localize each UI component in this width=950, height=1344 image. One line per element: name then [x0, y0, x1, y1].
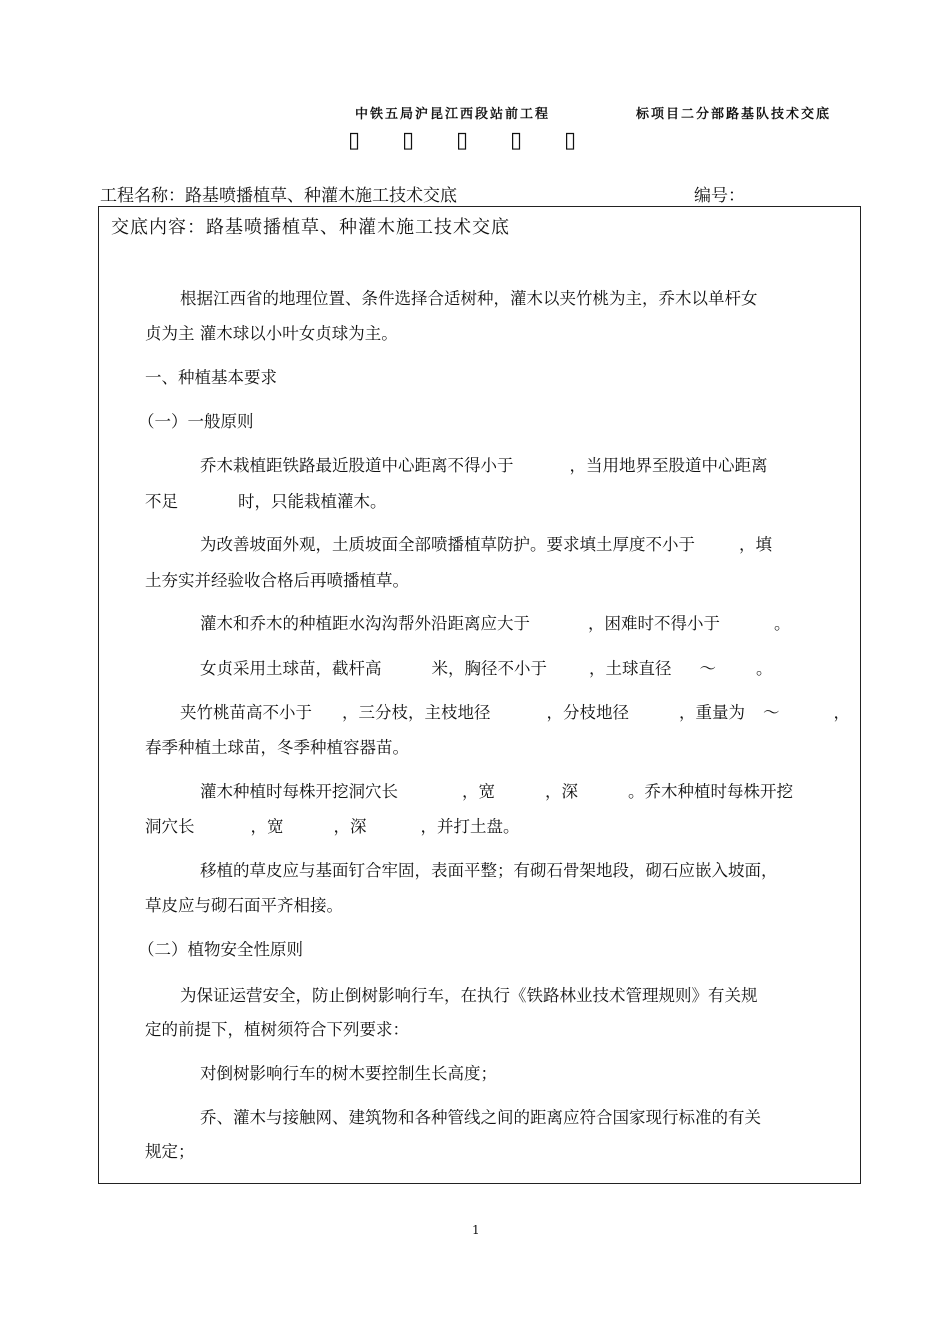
paragraph-line — [145, 488, 387, 512]
text-run: ，深 — [545, 782, 578, 801]
title-placeholder-glyphs — [348, 128, 618, 153]
paragraph-line — [145, 813, 520, 837]
text-run: 灌木种植时每株开挖洞穴长 — [200, 782, 398, 801]
paragraph-line: 移植的草皮应与基面钉合牢固，表面平整；有砌石骨架地段，砌石应嵌入坡面， — [200, 861, 778, 880]
page-number: 1 — [472, 1223, 480, 1237]
paragraph-line: 定的前提下，植树须符合下列要求： — [145, 1020, 409, 1039]
document-number-label: 编号： — [694, 186, 745, 206]
text-run: 。乔木种植时每株开挖 — [628, 782, 793, 801]
text-run: 夹竹桃苗高不小于 — [180, 703, 312, 722]
text-run: ，填 — [739, 535, 772, 554]
text-run: 时，只能栽植灌木。 — [238, 492, 387, 511]
section-heading: 一、种植基本要求 — [145, 368, 277, 387]
text-run: 女贞采用土球苗，截杆高 — [200, 659, 382, 678]
text-run: 乔木栽植距铁路最近股道中心距离不得小于 — [200, 456, 514, 475]
glyph-box: ▯ — [402, 128, 415, 153]
paragraph-line — [200, 531, 772, 555]
text-run: ，并打土盘。 — [420, 817, 520, 836]
paragraph-line — [200, 655, 773, 679]
paragraph-line: 贞为主 灌木球以小叶女贞球为主。 — [145, 324, 398, 343]
text-run: 。 — [756, 659, 773, 678]
header-left: 中铁五局沪昆江西段站前工程 — [355, 107, 551, 122]
paragraph-line: 为保证运营安全，防止倒树影响行车，在执行《铁路林业技术管理规则》有关规 — [180, 986, 758, 1005]
glyph-box: ▯ — [348, 128, 361, 153]
glyph-box: ▯ — [564, 128, 577, 153]
paragraph-line: 乔、灌木与接触网、建筑物和各种管线之间的距离应符合国家现行标准的有关 — [200, 1108, 761, 1127]
text-run: ，土球直径 — [589, 659, 672, 678]
text-run: ，当用地界至股道中心距离 — [569, 456, 768, 475]
text-run: ，宽 — [462, 782, 495, 801]
paragraph-line — [200, 452, 768, 476]
subsection-heading: （一）一般原则 — [138, 412, 254, 431]
text-run: ，三分枝，主枝地径 — [342, 703, 491, 722]
paragraph-line — [200, 778, 793, 802]
subsection-heading: （二）植物安全性原则 — [138, 940, 303, 959]
paragraph-line: 对倒树影响行车的树木要控制生长高度； — [200, 1064, 497, 1083]
glyph-box: ▯ — [456, 128, 469, 153]
paragraph-line — [200, 610, 791, 634]
paragraph-line — [180, 699, 850, 723]
text-run: ，分枝地径 — [546, 703, 629, 722]
text-run: 为改善坡面外观，土质坡面全部喷播植草防护。要求填土厚度不小于 — [200, 535, 695, 554]
glyph-box: ▯ — [510, 128, 523, 153]
text-run: ，深 — [333, 817, 367, 836]
header-right: 标项目二分部路基队技术交底 — [636, 107, 832, 122]
text-run: ， — [833, 703, 850, 722]
text-run: 洞穴长 — [145, 817, 195, 836]
text-run: 。 — [774, 614, 791, 633]
content-title: 交底内容：路基喷播植草、种灌木施工技术交底 — [111, 217, 510, 238]
text-run: ～ — [763, 703, 780, 722]
text-run: ，重量为 — [679, 703, 745, 722]
text-run: ～ — [699, 659, 716, 678]
text-run: ，宽 — [250, 817, 284, 836]
paragraph-line: 土夯实并经验收合格后再喷播植草。 — [145, 571, 409, 590]
text-run: 灌木和乔木的种植距水沟沟帮外沿距离应大于 — [200, 614, 530, 633]
text-run: 米，胸径不小于 — [431, 659, 547, 678]
paragraph-line: 春季种植土球苗，冬季种植容器苗。 — [145, 738, 409, 757]
project-name: 工程名称：路基喷播植草、种灌木施工技术交底 — [100, 186, 457, 206]
text-run: 不足 — [145, 492, 178, 511]
paragraph-line: 根据江西省的地理位置、条件选择合适树种，灌木以夹竹桃为主，乔木以单杆女 — [180, 289, 758, 308]
text-run: ，困难时不得小于 — [588, 614, 720, 633]
paragraph-line: 规定； — [145, 1142, 195, 1161]
paragraph-line: 草皮应与砌石面平齐相接。 — [145, 896, 343, 915]
